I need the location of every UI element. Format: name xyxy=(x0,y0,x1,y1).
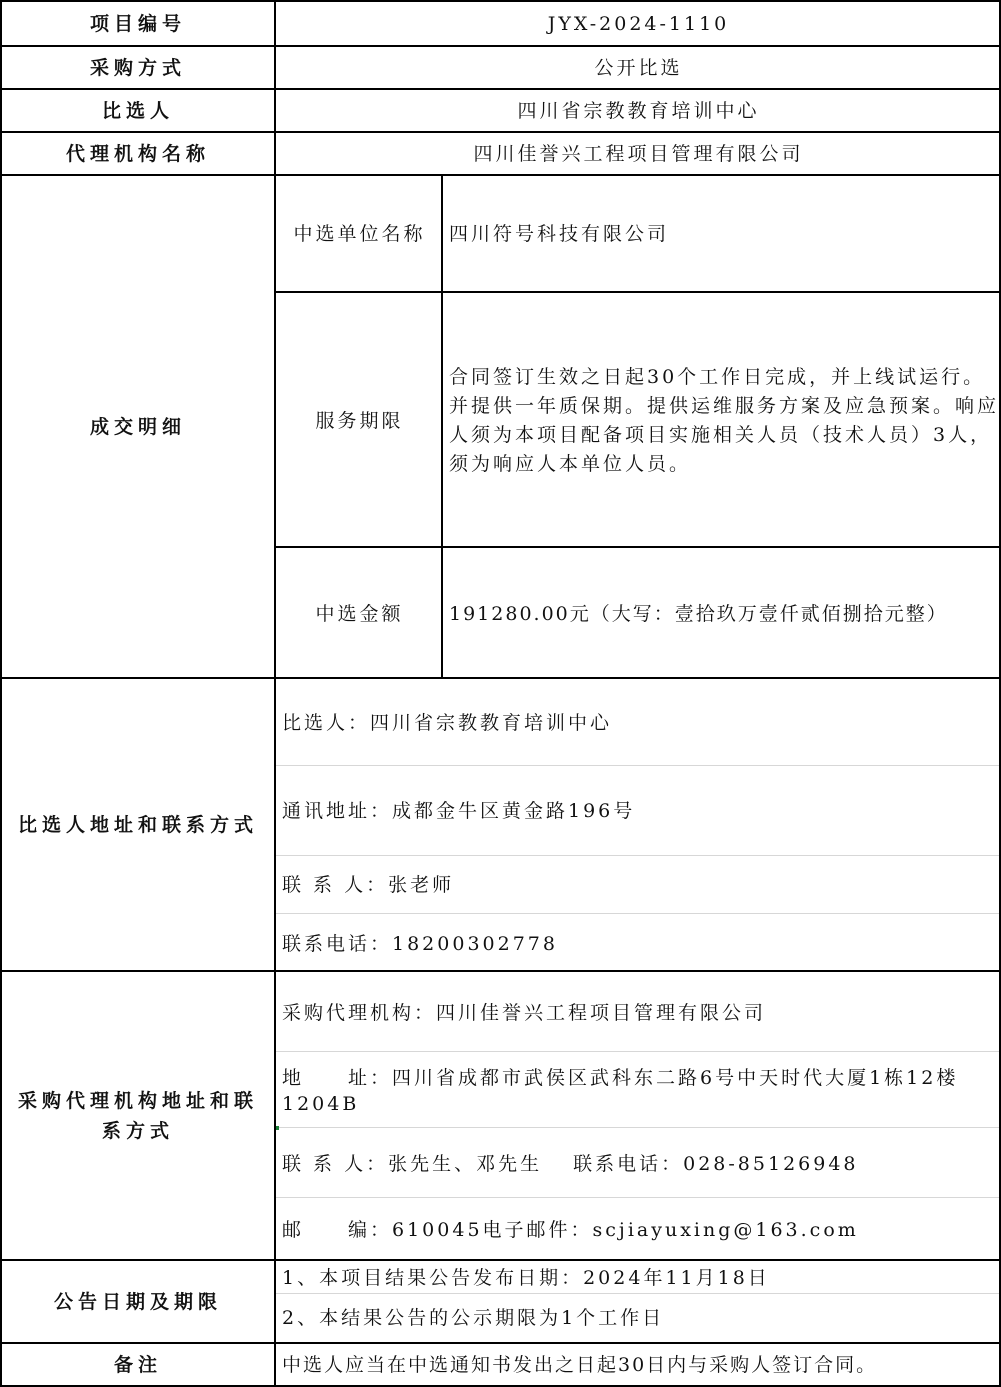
light-gridline xyxy=(276,1051,999,1052)
deal-details-label: 成交明细 xyxy=(89,416,186,438)
row-divider xyxy=(0,88,1001,90)
row-divider xyxy=(0,1342,1001,1344)
row-divider xyxy=(276,291,1001,293)
light-gridline xyxy=(276,765,999,766)
selector-contact-person: 联 系 人：张老师 xyxy=(282,874,455,896)
selector-contact-phone: 联系电话：18200302778 xyxy=(282,933,558,955)
procurement-method-value: 公开比选 xyxy=(594,57,683,79)
amount-label: 中选金额 xyxy=(315,602,404,625)
row-divider xyxy=(276,546,1001,548)
border-top xyxy=(0,0,1001,2)
selector-label: 比选人 xyxy=(101,100,174,122)
selector-contact-label: 比选人地址和联系方式 xyxy=(17,814,258,836)
row-divider xyxy=(0,131,1001,133)
amount-value: 191280.00元（大写：壹拾玖万壹仟贰佰捌拾元整） xyxy=(449,602,948,625)
announcement-period: 2、本结果公告的公示期限为1个工作日 xyxy=(282,1307,665,1329)
row-divider xyxy=(0,970,1001,972)
agency-contact-address: 地 址：四川省成都市武侯区武科东二路6号中天时代大厦1栋12楼1204B xyxy=(282,1066,959,1115)
cell-comment-marker xyxy=(276,1126,279,1130)
border-left xyxy=(0,0,2,1387)
agency-contact-person-phone: 联 系 人：张先生、邓先生 联系电话：028-85126948 xyxy=(282,1152,859,1175)
agency-contact-name: 采购代理机构：四川佳誉兴工程项目管理有限公司 xyxy=(282,1002,767,1024)
agency-name-value: 四川佳誉兴工程项目管理有限公司 xyxy=(473,143,804,165)
winner-label: 中选单位名称 xyxy=(293,223,426,245)
announcement-label: 公告日期及期限 xyxy=(53,1291,222,1313)
project-no-value: JYX-2024-1110 xyxy=(547,13,730,35)
remarks-label: 备注 xyxy=(113,1354,162,1376)
service-period-value: 合同签订生效之日起30个工作日完成，并上线试运行。并提供一年质保期。提供运维服务方案及应急预案。响应人须为本项目配备项目实施相关人员（技术人员）3人，须为响应人本单位人员。 xyxy=(449,365,1000,475)
agency-name-label: 代理机构名称 xyxy=(65,143,210,165)
light-gridline xyxy=(276,1293,999,1294)
service-period-label: 服务期限 xyxy=(315,409,404,432)
procurement-method-label: 采购方式 xyxy=(89,57,186,79)
light-gridline xyxy=(276,855,999,856)
selector-contact-name: 比选人：四川省宗教教育培训中心 xyxy=(282,712,613,734)
selector-contact-address: 通讯地址：成都金牛区黄金路196号 xyxy=(282,800,636,822)
agency-contact-postcode-email: 邮 编：610045电子邮件：scjiayuxing@163.com xyxy=(282,1219,859,1241)
row-divider xyxy=(0,174,1001,176)
row-divider xyxy=(0,1259,1001,1261)
remarks-value: 中选人应当在中选通知书发出之日起30日内与采购人签订合同。 xyxy=(282,1354,878,1376)
winner-value: 四川符号科技有限公司 xyxy=(449,223,670,245)
column-divider xyxy=(274,0,276,1387)
light-gridline xyxy=(276,1197,999,1198)
announcement-publish-date: 1、本项目结果公告发布日期：2024年11月18日 xyxy=(282,1267,770,1289)
project-no-label: 项目编号 xyxy=(89,13,186,35)
row-divider xyxy=(0,45,1001,47)
selector-value: 四川省宗教教育培训中心 xyxy=(517,100,760,122)
row-divider xyxy=(0,677,1001,679)
light-gridline xyxy=(276,913,999,914)
agency-contact-label: 采购代理机构地址和联系方式 xyxy=(17,1090,258,1142)
light-gridline xyxy=(276,1127,999,1128)
deal-inner-divider xyxy=(441,175,443,678)
